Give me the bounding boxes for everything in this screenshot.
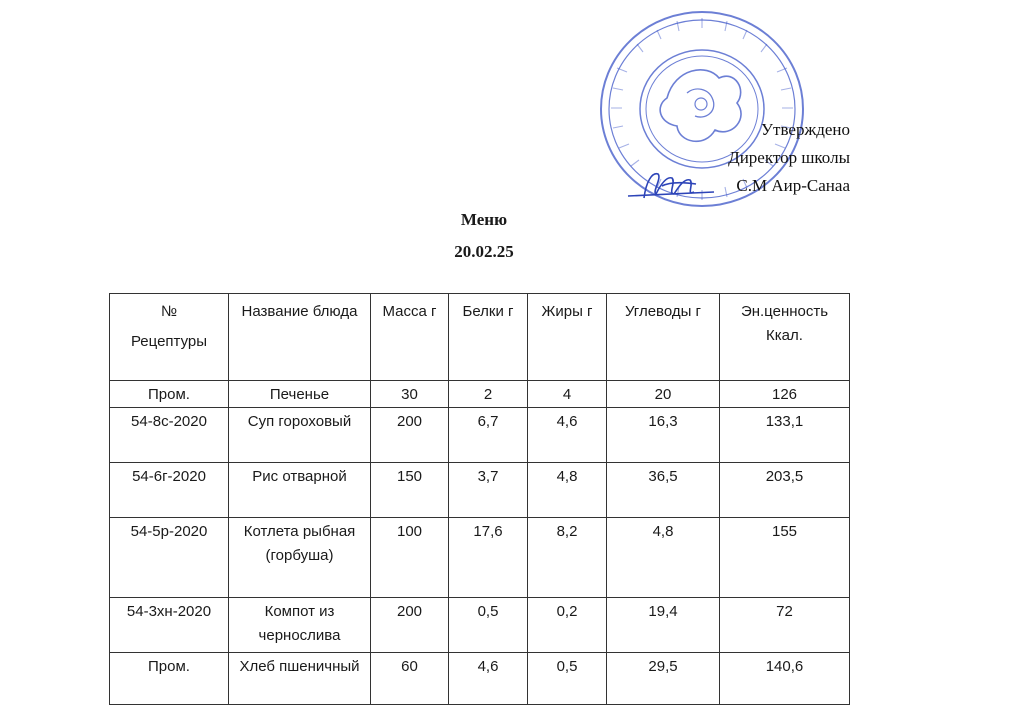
cell-dish: Суп гороховый — [229, 408, 371, 463]
cell-fat: 4,6 — [528, 408, 607, 463]
table-header-row — [110, 294, 850, 381]
cell-protein: 6,7 — [449, 408, 528, 463]
menu-table — [109, 293, 850, 705]
header-recipe — [110, 294, 229, 381]
cell-recipe: 54-3хн-2020 — [110, 598, 229, 653]
header-protein: Белки г — [449, 294, 528, 381]
cell-protein: 3,7 — [449, 463, 528, 518]
cell-energy: 140,6 — [720, 653, 850, 705]
cell-recipe: Пром. — [110, 381, 229, 408]
cell-dish: Печенье — [229, 381, 371, 408]
cell-mass: 60 — [371, 653, 449, 705]
cell-mass: 200 — [371, 598, 449, 653]
cell-energy: 203,5 — [720, 463, 850, 518]
menu-header — [384, 204, 584, 268]
table-row — [110, 653, 850, 705]
cell-fat: 4 — [528, 381, 607, 408]
cell-protein: 17,6 — [449, 518, 528, 598]
cell-fat: 0,5 — [528, 653, 607, 705]
header-recipe-label: Рецептуры — [130, 333, 208, 350]
cell-energy: 133,1 — [720, 408, 850, 463]
menu-date: 20.02.25 — [454, 242, 514, 261]
table-row — [110, 518, 850, 598]
cell-protein: 4,6 — [449, 653, 528, 705]
cell-protein: 0,5 — [449, 598, 528, 653]
cell-carbs: 4,8 — [607, 518, 720, 598]
cell-recipe: 54-8с-2020 — [110, 408, 229, 463]
cell-mass: 150 — [371, 463, 449, 518]
cell-dish: Рис отварной — [229, 463, 371, 518]
header-recipe-symbol: № — [160, 303, 178, 320]
table-row — [110, 381, 850, 408]
cell-carbs: 36,5 — [607, 463, 720, 518]
director-signature — [622, 168, 722, 204]
director-title: Директор школы — [728, 148, 850, 167]
cell-mass: 200 — [371, 408, 449, 463]
header-carbs: Углеводы г — [607, 294, 720, 381]
table-row — [110, 598, 850, 653]
cell-fat: 8,2 — [528, 518, 607, 598]
table-row — [110, 408, 850, 463]
header-fat: Жиры г — [528, 294, 607, 381]
cell-fat: 0,2 — [528, 598, 607, 653]
table-row — [110, 463, 850, 518]
cell-recipe: 54-6г-2020 — [110, 463, 229, 518]
cell-carbs: 16,3 — [607, 408, 720, 463]
cell-protein: 2 — [449, 381, 528, 408]
cell-dish: Компот из чернослива — [229, 598, 371, 653]
header-mass: Масса г — [371, 294, 449, 381]
cell-mass: 100 — [371, 518, 449, 598]
cell-dish: Хлеб пшеничный — [229, 653, 371, 705]
approval-label: Утверждено — [761, 120, 850, 139]
header-energy: Эн.ценность Ккал. — [720, 294, 850, 381]
cell-recipe: Пром. — [110, 653, 229, 705]
cell-dish: Котлета рыбная (горбуша) — [229, 518, 371, 598]
cell-recipe: 54-5р-2020 — [110, 518, 229, 598]
cell-carbs: 29,5 — [607, 653, 720, 705]
cell-mass: 30 — [371, 381, 449, 408]
cell-carbs: 19,4 — [607, 598, 720, 653]
cell-energy: 72 — [720, 598, 850, 653]
cell-fat: 4,8 — [528, 463, 607, 518]
header-dish: Название блюда — [229, 294, 371, 381]
cell-energy: 155 — [720, 518, 850, 598]
cell-energy: 126 — [720, 381, 850, 408]
cell-carbs: 20 — [607, 381, 720, 408]
menu-title: Меню — [460, 210, 508, 229]
director-name: С.М Аир-Санаа — [736, 176, 850, 195]
